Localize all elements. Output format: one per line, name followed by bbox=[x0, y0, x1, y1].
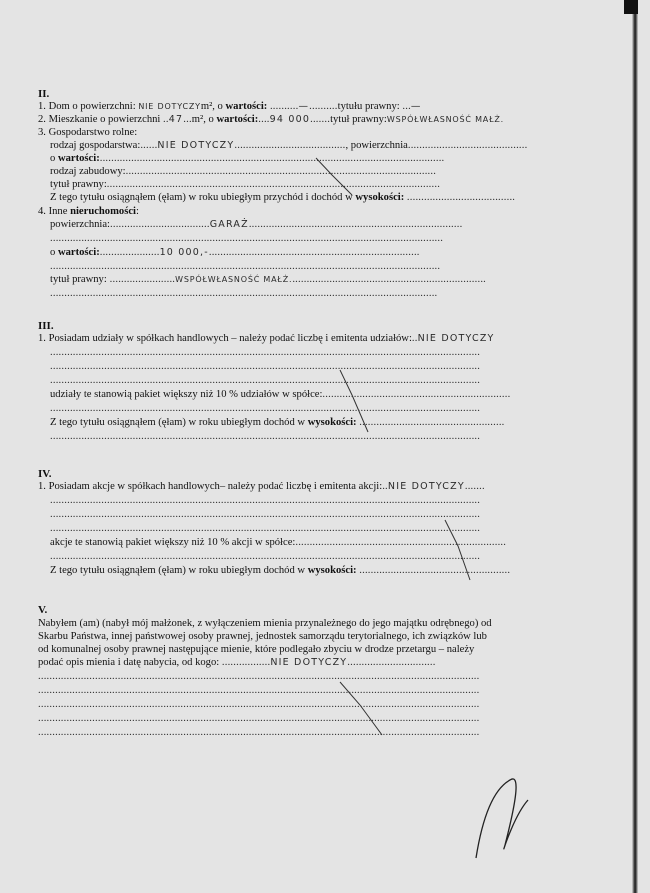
flat-label: 2. Mieszkanie o powierzchni bbox=[38, 114, 161, 125]
farm-income-row: Z tego tytułu osiągnąłem (ęłam) w roku ubiegłym przychód i dochód w wysokości: ...................................... bbox=[50, 192, 516, 203]
other-title-row: tytuł prawny: .......................WSPÓŁWŁASNOŚĆ MAŁŻ..................................................................... bbox=[50, 274, 487, 285]
flat-value-label: wartości: bbox=[216, 114, 259, 125]
farm-income-label: wysokości: bbox=[355, 192, 405, 203]
stocks-income-label: wysokości: bbox=[307, 565, 357, 576]
acquired-answer: NIE DOTYCZY bbox=[270, 657, 348, 668]
item-farm-label: 3. Gospodarstwo rolne: bbox=[38, 127, 138, 138]
section-heading-3: III. bbox=[38, 320, 54, 332]
acquired-line-4: podać opis mienia i datę nabycia, od kogo: bbox=[38, 657, 220, 668]
shares-income-text: Z tego tytułu osiągnąłem (ęłam) w roku ubiegłym dochód w bbox=[50, 417, 306, 428]
shares-package-text: udziały te stanowią pakiet większy niż 10 % udziałów w spółce: bbox=[50, 389, 323, 400]
farm-type-row: rodzaj gospodarstwa:......NIE DOTYCZY......................................., powierzchnia.......................................... bbox=[50, 140, 528, 151]
house-unit: m², o bbox=[200, 101, 223, 112]
shares-answer: NIE DOTYCZY bbox=[417, 333, 495, 344]
flat-unit: m², o bbox=[191, 114, 214, 125]
other-value-label: wartości: bbox=[57, 247, 100, 258]
other-blank-2: ......................................................................................................................................... bbox=[50, 261, 441, 272]
shares-blank-3: ....................................................................................................................................................... bbox=[50, 375, 481, 386]
acquired-line-1: Nabyłem (am) (nabył mój małżonek, z wyłączeniem mienia przynależnego do jego majątku odrębnego) od bbox=[38, 618, 492, 629]
farm-value-row: o wartości:......................................................................................................................... bbox=[50, 153, 445, 164]
acquired-blank-5: ........................................................................................................................................................... bbox=[38, 727, 480, 738]
house-title-value: — bbox=[410, 101, 422, 112]
shares-income-label: wysokości: bbox=[307, 417, 357, 428]
other-area-row: powierzchnia:...................................GARAŻ........................................................................... bbox=[50, 219, 463, 230]
stocks-answer: NIE DOTYCZY bbox=[387, 481, 465, 492]
stocks-blank-4: ....................................................................................................................................................... bbox=[50, 551, 481, 562]
other-area-label: powierzchnia: bbox=[50, 219, 111, 230]
stocks-package-text: akcje te stanowią pakiet większy niż 10 % akcji w spółce: bbox=[50, 537, 296, 548]
acquired-blank-1: ........................................................................................................................................................... bbox=[38, 671, 480, 682]
shares-text: 1. Posiadam udziały w spółkach handlowych – należy podać liczbę i emitenta udziałów: bbox=[38, 333, 412, 344]
farm-building-row: rodzaj zabudowy:............................................................................................................. bbox=[50, 166, 437, 177]
other-title-value: WSPÓŁWŁASNOŚĆ MAŁŻ. bbox=[175, 275, 293, 284]
other-blank-3: ........................................................................................................................................ bbox=[50, 288, 438, 299]
other-title-label: tytuł prawny: bbox=[50, 274, 107, 285]
stocks-blank-1: ....................................................................................................................................................... bbox=[50, 495, 481, 506]
farm-title-row: tytuł prawny:..................................................................................................................... bbox=[50, 179, 441, 190]
farm-income-text: Z tego tytułu osiągnąłem (ęłam) w roku ubiegłym przychód i dochód w bbox=[50, 192, 353, 203]
section-heading-4: IV. bbox=[38, 468, 52, 480]
flat-area-value: 47 bbox=[168, 114, 184, 125]
farm-area-label: , powierzchnia bbox=[345, 140, 408, 151]
farm-type-value: NIE DOTYCZY bbox=[157, 140, 235, 151]
other-blank-1: .......................................................................................................................................... bbox=[50, 233, 444, 244]
shares-row: 1. Posiadam udziały w spółkach handlowych – należy podać liczbę i emitenta udziałów:..NIE DOTYCZY bbox=[38, 333, 495, 344]
stocks-text: 1. Posiadam akcje w spółkach handlowych– należy podać liczbę i emitenta akcji: bbox=[38, 481, 383, 492]
other-area-value: GARAŻ bbox=[209, 219, 249, 230]
flat-value: 94 000 bbox=[269, 114, 311, 125]
acquired-blank-4: ........................................................................................................................................................... bbox=[38, 713, 480, 724]
shares-package-row: udziały te stanowią pakiet większy niż 10 % udziałów w spółce:.................................................................. bbox=[50, 389, 511, 400]
other-label-bold: nieruchomości bbox=[70, 206, 136, 217]
acquired-blank-3: ........................................................................................................................................................... bbox=[38, 699, 480, 710]
stocks-strike-mark bbox=[445, 520, 470, 580]
farm-building-label: rodzaj zabudowy: bbox=[50, 166, 126, 177]
item-flat: 2. Mieszkanie o powierzchni ..47...m², o wartości:....94 000.......tytuł prawny:WSPÓŁWŁASNOŚĆ MAŁŻ. bbox=[38, 114, 505, 125]
shares-blank-5: ....................................................................................................................................................... bbox=[50, 431, 481, 442]
acquired-line-2: Skarbu Państwa, innej państwowej osoby prawnej, jednostek samorządu terytorialnego, ich związków lub bbox=[38, 631, 487, 642]
stocks-income-row: Z tego tytułu osiągnąłem (ęłam) w roku ubiegłym dochód w wysokości: ..................................................... bbox=[50, 565, 511, 576]
shares-blank-1: ....................................................................................................................................................... bbox=[50, 347, 481, 358]
farm-value-prefix: o bbox=[50, 153, 56, 164]
farm-title-label: tytuł prawny: bbox=[50, 179, 107, 190]
farm-strike-mark bbox=[316, 158, 352, 195]
other-value: 10 000,- bbox=[159, 247, 209, 258]
flat-title-label: tytuł prawny: bbox=[330, 114, 387, 125]
signature bbox=[476, 779, 528, 858]
house-title-label: tytułu prawny: bbox=[337, 101, 400, 112]
section-heading-5: V. bbox=[38, 604, 48, 616]
acquired-strike-mark bbox=[340, 682, 382, 735]
section-heading-2: II. bbox=[38, 88, 50, 100]
other-label-prefix: 4. Inne bbox=[38, 206, 68, 217]
house-label: 1. Dom o powierzchni: bbox=[38, 101, 136, 112]
stocks-blank-3: ....................................................................................................................................................... bbox=[50, 523, 481, 534]
stocks-income-text: Z tego tytułu osiągnąłem (ęłam) w roku ubiegłym dochód w bbox=[50, 565, 306, 576]
house-area-value: NIE DOTYCZY bbox=[138, 102, 201, 111]
farm-value-label: wartości: bbox=[57, 153, 100, 164]
other-value-row: o wartości:.....................10 000,-.......................................................................... bbox=[50, 247, 420, 258]
item-house: 1. Dom o powierzchni: NIE DOTYCZYm², o wartości: ..........—..........tytułu prawny: ...— bbox=[38, 101, 422, 112]
house-value: — bbox=[298, 101, 310, 112]
house-value-label: wartości: bbox=[225, 101, 268, 112]
shares-blank-2: ....................................................................................................................................................... bbox=[50, 361, 481, 372]
shares-income-row: Z tego tytułu osiągnąłem (ęłam) w roku ubiegłym dochód w wysokości: ................................................... bbox=[50, 417, 505, 428]
flat-title-value: WSPÓŁWŁASNOŚĆ MAŁŻ. bbox=[386, 115, 505, 124]
other-value-prefix: o bbox=[50, 247, 56, 258]
shares-strike-mark bbox=[340, 370, 368, 432]
stocks-blank-2: ....................................................................................................................................................... bbox=[50, 509, 481, 520]
stocks-row: 1. Posiadam akcje w spółkach handlowych– należy podać liczbę i emitenta akcji:..NIE DOTYCZY....... bbox=[38, 481, 485, 492]
farm-type-label: rodzaj gospodarstwa: bbox=[50, 140, 141, 151]
acquired-line-3: od komunalnej osoby prawnej następujące mienie, które podlegało zbyciu w drodze przetargu – należy bbox=[38, 644, 475, 655]
other-label-suffix: : bbox=[136, 206, 139, 217]
acquired-blank-2: ........................................................................................................................................................... bbox=[38, 685, 480, 696]
shares-blank-4: ....................................................................................................................................................... bbox=[50, 403, 481, 414]
acquired-row: podać opis mienia i datę nabycia, od kogo: .................NIE DOTYCZY............................... bbox=[38, 657, 436, 668]
stocks-package-row: akcje te stanowią pakiet większy niż 10 % akcji w spółce:.......................................................................... bbox=[50, 537, 507, 548]
